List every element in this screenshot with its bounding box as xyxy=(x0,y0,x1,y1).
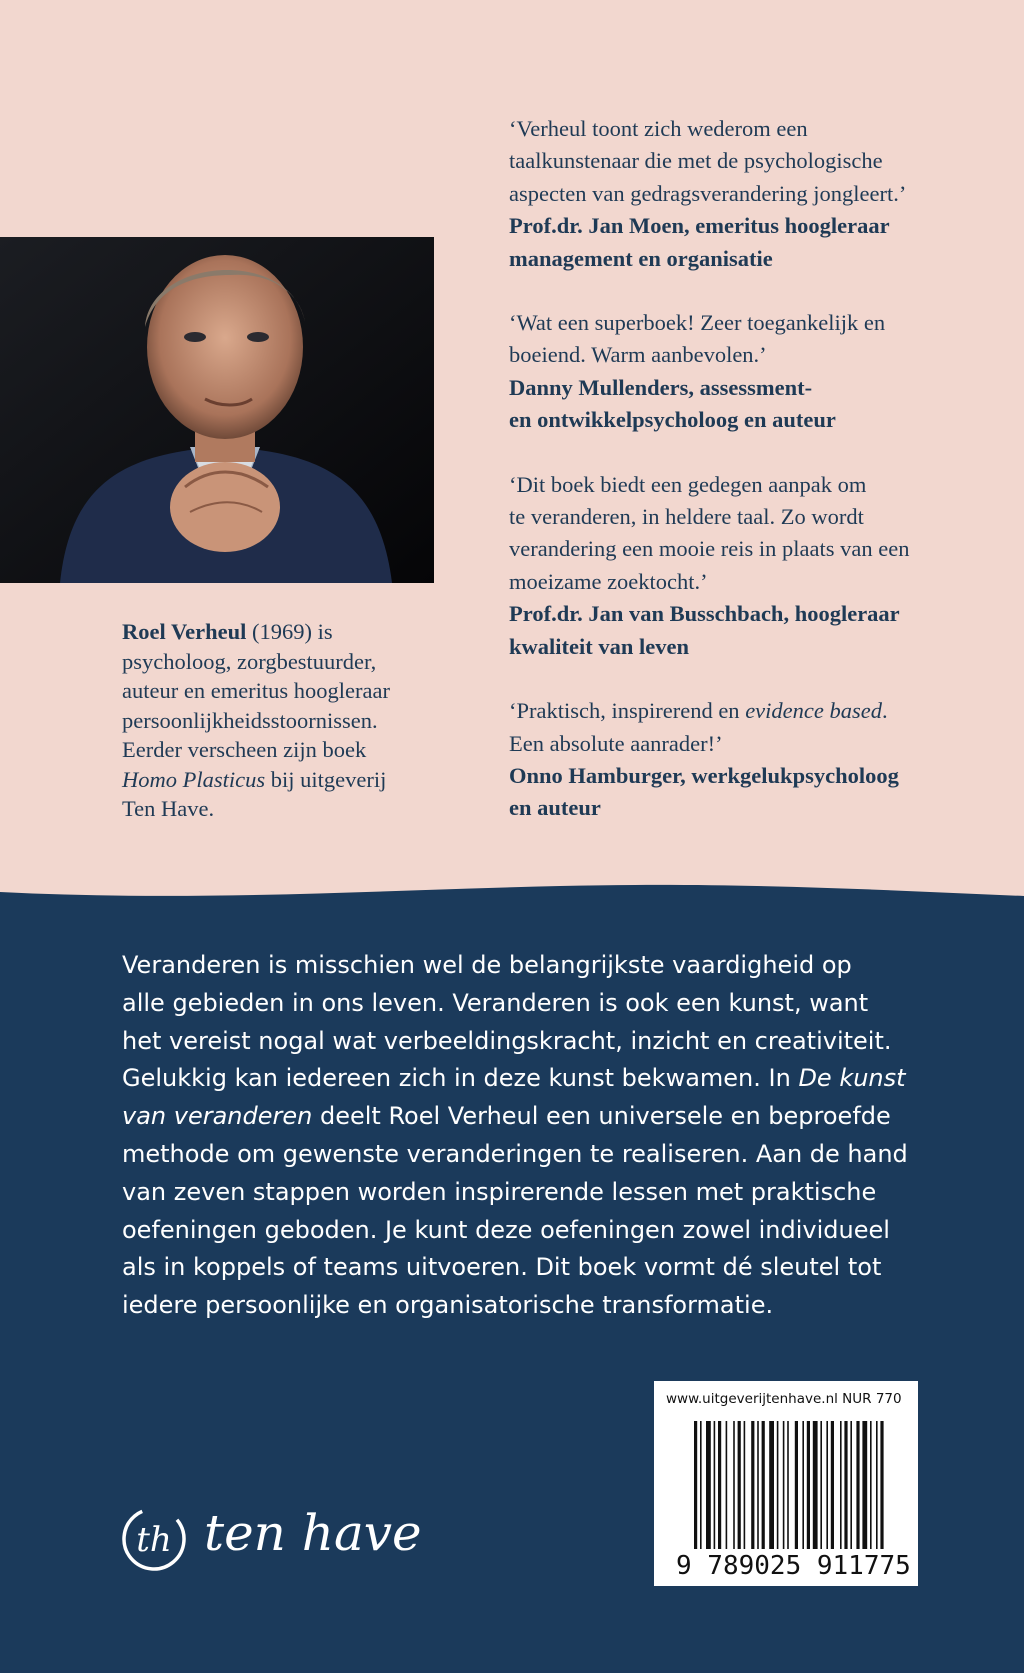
quote-author: Prof.dr. Jan Moen, emeritus hoogleraar xyxy=(509,213,890,239)
quote-text: . xyxy=(882,698,888,724)
blurb-book-title: van veranderen xyxy=(122,1102,313,1131)
blurb-text: Gelukkig kan iedereen zich in deze kunst bekwamen. In xyxy=(122,1064,799,1093)
barcode-bar xyxy=(726,1421,728,1549)
book-blurb xyxy=(122,947,922,1325)
quote-author: management en organisatie xyxy=(509,245,773,271)
quote-line: ‘Dit boek biedt een gedegen aanpak om xyxy=(509,471,867,497)
blurb-line: het vereist nogal wat verbeeldingskracht, inzicht en creativiteit. xyxy=(122,1026,892,1055)
barcode-bar xyxy=(733,1421,735,1549)
blurb-line: van zeven stappen worden inspirerende lessen met praktische xyxy=(122,1177,877,1206)
author-bio xyxy=(122,617,442,824)
quote-author: en ontwikkelpsycholoog en auteur xyxy=(509,407,836,433)
bio-text-6: bij uitgeverij xyxy=(265,766,387,792)
nur-code: NUR 770 xyxy=(842,1391,902,1407)
quote-line: aspecten van gedragsverandering jongleert.’ xyxy=(509,180,907,206)
blurb-book-title: De kunst xyxy=(798,1064,906,1093)
barcode-bar xyxy=(757,1421,759,1549)
quote-author: Prof.dr. Jan van Busschbach, hoogleraar xyxy=(509,601,900,627)
barcode-bar xyxy=(844,1421,847,1549)
quote-text: ‘Praktisch, inspirerend en xyxy=(509,698,746,724)
th-logo-icon xyxy=(120,1504,190,1574)
barcode-bar xyxy=(694,1421,697,1549)
bio-text-5: Eerder verscheen zijn boek xyxy=(122,737,367,762)
barcode-bar xyxy=(783,1421,785,1549)
quote-author: kwaliteit van leven xyxy=(509,633,689,659)
quote-line: taalkunstenaar die met de psychologische xyxy=(509,148,883,174)
barcode-bar xyxy=(870,1421,872,1549)
barcode-bar xyxy=(802,1421,804,1549)
quote-line: te veranderen, in heldere taal. Zo wordt xyxy=(509,504,864,530)
review-quote xyxy=(509,307,979,437)
barcode-bar xyxy=(795,1421,798,1549)
bio-text-3: auteur en emeritus hoogleraar xyxy=(122,678,391,703)
barcode-bar xyxy=(831,1421,834,1549)
quote-line: ‘Verheul toont zich wederom een xyxy=(509,116,808,141)
barcode-bar xyxy=(738,1421,741,1549)
barcode-box xyxy=(654,1381,918,1586)
review-quote xyxy=(509,469,979,663)
publisher-logo xyxy=(120,1500,420,1580)
quote-line xyxy=(509,695,979,727)
blurb-line xyxy=(122,1060,922,1098)
blurb-line xyxy=(122,1098,922,1136)
barcode-bar xyxy=(850,1421,852,1549)
author-portrait-illustration xyxy=(0,237,434,583)
barcode-bar xyxy=(880,1421,883,1549)
review-quote xyxy=(509,695,979,825)
barcode-bar xyxy=(820,1421,822,1549)
publisher-url: www.uitgeverijtenhave.nl xyxy=(666,1391,838,1407)
barcode-bar xyxy=(769,1421,774,1549)
barcode-bar xyxy=(751,1421,754,1549)
blurb-line: oefeningen geboden. Je kunt deze oefeningen zowel individueel xyxy=(122,1215,890,1244)
barcode-bar xyxy=(807,1421,810,1549)
bio-text-2: psycholoog, zorgbestuurder, xyxy=(122,648,377,674)
quote-line: ‘Wat een superboek! Zeer toegankelijk en xyxy=(509,310,886,336)
quote-line: boeiend. Warm aanbevolen.’ xyxy=(509,342,767,368)
quote-line: moeizame zoektocht.’ xyxy=(509,568,708,594)
blurb-text: deelt Roel Verheul een universele en beproefde xyxy=(312,1102,891,1131)
author-name: Roel Verheul xyxy=(122,619,247,644)
barcode-bar xyxy=(856,1421,859,1549)
bio-book-title: Homo Plasticus xyxy=(122,766,266,792)
barcode-bar xyxy=(862,1421,867,1549)
logo-mark: th xyxy=(136,1520,172,1560)
blurb-line: Veranderen is misschien wel de belangrijkste vaardigheid op xyxy=(122,951,852,979)
quote-emphasis: evidence based xyxy=(745,698,882,724)
barcode-bar xyxy=(876,1421,878,1549)
barcode-bar xyxy=(787,1421,789,1549)
author-photo xyxy=(0,237,434,583)
quote-author: en auteur xyxy=(509,795,601,821)
review-quote xyxy=(509,113,979,275)
barcode-bar xyxy=(777,1421,779,1549)
quote-line: Een absolute aanrader!’ xyxy=(509,730,723,756)
review-quotes xyxy=(509,113,979,857)
bio-text-4: persoonlijkheidsstoornissen. xyxy=(122,707,378,733)
barcode-bar xyxy=(813,1421,818,1549)
publisher-name: ten have xyxy=(204,1504,422,1562)
barcode-bars xyxy=(694,1421,904,1549)
barcode-bar xyxy=(840,1421,842,1549)
bio-text-1: (1969) is xyxy=(246,619,333,644)
barcode-bar xyxy=(718,1421,721,1549)
blurb-line: methode om gewenste veranderingen te realiseren. Aan de hand xyxy=(122,1139,908,1168)
bio-text-7: Ten Have. xyxy=(122,796,215,821)
barcode-bar xyxy=(700,1421,702,1549)
barcode-header xyxy=(666,1391,902,1407)
blurb-line: iedere persoonlijke en organisatorische transformatie. xyxy=(122,1291,774,1320)
blurb-line: alle gebieden in ons leven. Veranderen is ook een kunst, want xyxy=(122,988,869,1017)
barcode-bar xyxy=(826,1421,828,1549)
blurb-line: als in koppels of teams uitvoeren. Dit boek vormt dé sleutel tot xyxy=(122,1253,882,1282)
quote-author: Onno Hamburger, werkgelukpsycholoog xyxy=(509,762,899,788)
barcode-bar xyxy=(706,1421,711,1549)
quote-line: verandering een mooie reis in plaats van een xyxy=(509,536,910,562)
quote-author: Danny Mullenders, assessment- xyxy=(509,374,813,400)
barcode-bar xyxy=(714,1421,716,1549)
isbn-number: 9 789025 911775 xyxy=(676,1551,911,1581)
barcode-bar xyxy=(744,1421,746,1549)
barcode-bar xyxy=(762,1421,765,1549)
